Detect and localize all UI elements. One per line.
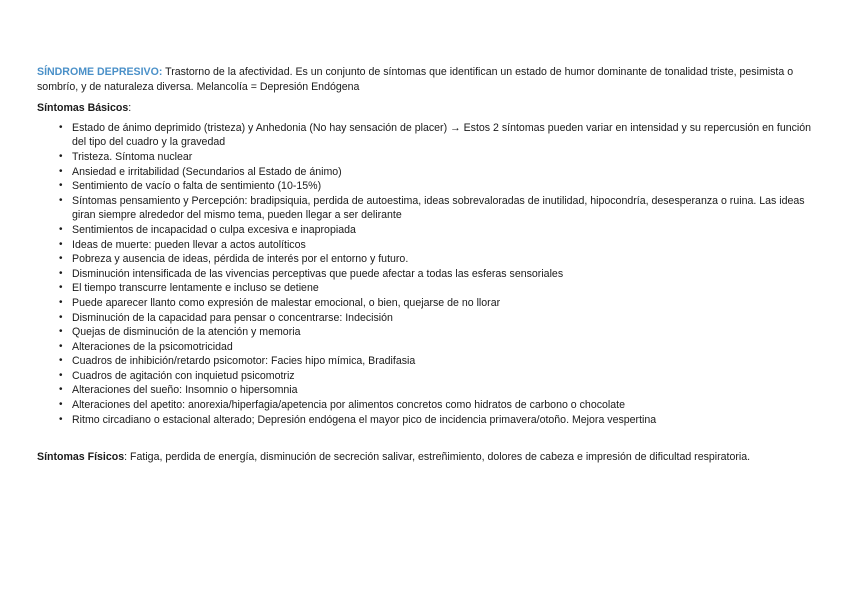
list-item-text: Pobreza y ausencia de ideas, pérdida de interés por el entorno y futuro.	[72, 253, 409, 266]
bullet-icon: •	[59, 121, 63, 133]
syndrome-definition: Trastorno de la afectividad. Es un conjunto de síntomas que identifican un estado de humor dominante de tonalidad triste, pesimista o sombrío, y de naturaleza diversa. Melancolía = Depresión Endógena	[37, 66, 794, 93]
list-item-text: Sentimiento de vacío o falta de sentimiento (10-15%)	[72, 180, 322, 193]
physical-symptoms-paragraph	[37, 450, 815, 465]
list-item-text: Alteraciones del sueño: Insomnio o hipersomnia	[72, 384, 298, 397]
bullet-icon: •	[59, 267, 63, 279]
list-item	[37, 238, 815, 253]
list-item	[37, 413, 815, 428]
physical-symptoms-text: : Fatiga, perdida de energía, disminución de secreción salivar, estreñimiento, dolores de cabeza e impresión de dificultad respiratoria.	[124, 451, 751, 464]
list-item	[37, 354, 815, 369]
list-item	[37, 311, 815, 326]
list-item	[37, 223, 815, 238]
list-item-text: Síntomas pensamiento y Percepción: bradipsiquia, perdida de autoestima, ideas sobrevaloradas de inutilidad, hipocondría, desesperanza o ruina. Las ideas giran siempre alrededor del mismo tema, pueden llegar a ser delirante	[72, 194, 805, 222]
bullet-icon: •	[59, 180, 63, 192]
list-item-text: Ritmo circadiano o estacional alterado; Depresión endógena el mayor pico de incidencia primavera/otoño. Mejora vespertina	[72, 413, 657, 426]
list-item	[37, 296, 815, 311]
list-item-text: El tiempo transcurre lentamente e incluso se detiene	[72, 282, 319, 295]
list-item-text: Tristeza. Síntoma nuclear	[72, 150, 193, 163]
list-item	[37, 150, 815, 165]
list-item-text: Ideas de muerte: pueden llevar a actos autolíticos	[72, 238, 306, 251]
list-item	[37, 383, 815, 398]
bullet-icon: •	[59, 253, 63, 265]
list-item	[37, 179, 815, 194]
basic-symptoms-list	[37, 121, 815, 427]
bullet-icon: •	[59, 223, 63, 235]
list-item-text: Alteraciones del apetito: anorexia/hiperfagia/apetencia por alimentos concretos como hidratos de carbono o chocolate	[72, 399, 625, 412]
bullet-icon: •	[59, 369, 63, 381]
bullet-icon: •	[59, 238, 63, 250]
basic-symptoms-heading	[37, 101, 815, 116]
list-item	[37, 194, 815, 223]
list-item-text: Alteraciones de la psicomotricidad	[72, 340, 233, 353]
syndrome-term: SÍNDROME DEPRESIVO:	[37, 66, 163, 78]
bullet-icon: •	[59, 282, 63, 294]
basic-symptoms-title: Síntomas Básicos	[37, 102, 129, 115]
list-item-text: Estado de ánimo deprimido (tristeza) y Anhedonia (No hay sensación de placer) → Estos 2 síntomas pueden variar en intensidad y su repercusión en función del tipo del cuadro y la gravedad	[72, 121, 812, 149]
bullet-icon: •	[59, 340, 63, 352]
intro-paragraph	[37, 65, 815, 94]
list-item-text: Cuadros de agitación con inquietud psicomotriz	[72, 369, 295, 382]
list-item-text: Cuadros de inhibición/retardo psicomotor: Facies hipo mímica, Bradifasia	[72, 355, 416, 368]
bullet-icon: •	[59, 165, 63, 177]
bullet-icon: •	[59, 413, 63, 425]
list-item	[37, 267, 815, 282]
list-item-text: Puede aparecer llanto como expresión de malestar emocional, o bien, quejarse de no llorar	[72, 296, 501, 309]
list-item	[37, 281, 815, 296]
list-item-text: Quejas de disminución de la atención y memoria	[72, 326, 301, 339]
list-item-text: Ansiedad e irritabilidad (Secundarios al Estado de ánimo)	[72, 165, 342, 178]
bullet-icon: •	[59, 355, 63, 367]
bullet-icon: •	[59, 326, 63, 338]
list-item	[37, 325, 815, 340]
list-item	[37, 121, 815, 150]
bullet-icon: •	[59, 150, 63, 162]
bullet-icon: •	[59, 194, 63, 206]
list-item	[37, 165, 815, 180]
bullet-icon: •	[59, 384, 63, 396]
list-item-text: Disminución de la capacidad para pensar o concentrarse: Indecisión	[72, 311, 393, 324]
list-item-text: Disminución intensificada de las vivencias perceptivas que puede afectar a todas las esferas sensoriales	[72, 267, 564, 280]
bullet-icon: •	[59, 296, 63, 308]
document-page	[37, 65, 815, 475]
list-item	[37, 252, 815, 267]
list-item	[37, 340, 815, 355]
bullet-icon: •	[59, 399, 63, 411]
list-item	[37, 369, 815, 384]
list-item-text: Sentimientos de incapacidad o culpa excesiva e inapropiada	[72, 223, 356, 236]
basic-symptoms-colon: :	[128, 102, 132, 115]
physical-symptoms-term: Síntomas Físicos	[37, 451, 125, 464]
list-item	[37, 398, 815, 413]
bullet-icon: •	[59, 311, 63, 323]
